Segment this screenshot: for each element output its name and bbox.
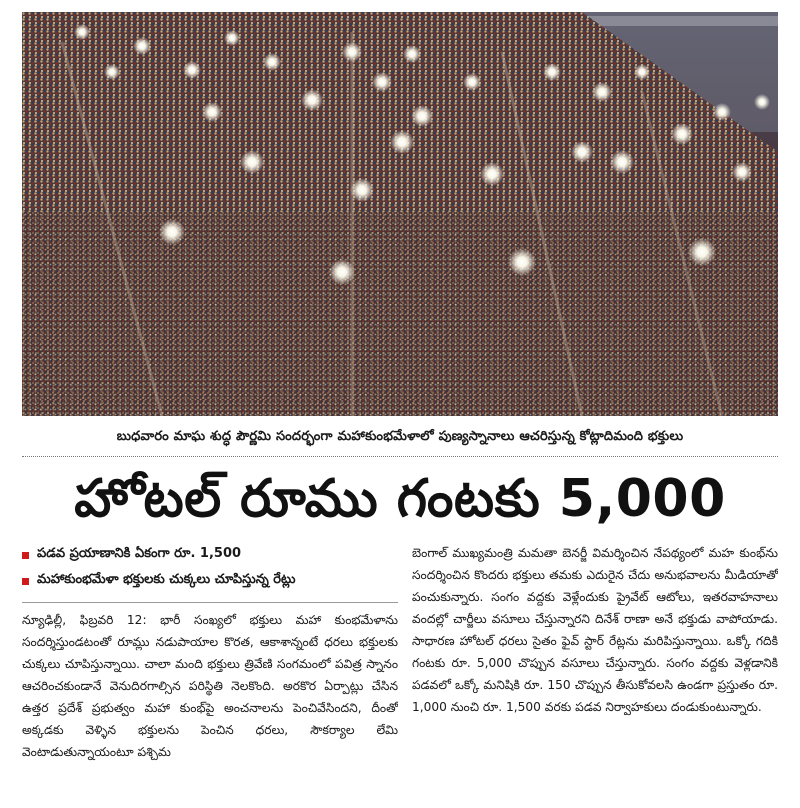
- bullet-text: పడవ ప్రయాణానికి ఏకంగా రూ. 1,500: [37, 546, 242, 561]
- divider: [22, 602, 398, 603]
- bullet-item: [22, 542, 398, 568]
- bullet-item: [22, 568, 398, 594]
- crowd-photo: [22, 12, 778, 416]
- crowd-photo-image: [22, 12, 778, 416]
- article-body-left: న్యూఢిల్లీ, ఫిబ్రవరి 12: భారీ సంఖ్యలో భక్తులు మహా కుంభమేళాను సందర్శిస్తుండటంతో రూమ్లు నడుపాయాల కొరత, ఆకాశాన్నంటే ధరలు భక్తులకు చుక్కలు చూపిస్తున్నాయి. చాలా మంది భక్తులు త్రివేణి సంగమంలో పవిత్ర స్నానం ఆచరించకుండానే వెనుదిరగాల్సిన పరిస్థితి నెలకొంది. అరకొర ఏర్పాట్లు చేసిన ఉత్తర ప్రదేశ్ ప్రభుత్వం మహా కుంభ్‌పై అంచనాలను పెంచివేసిందని, దీంతో అక్కడకు వెళ్ళిన భక్తులను పెంచిన ధరలు, సౌకర్యాల లేమి వెంటాడుతున్నాయంటూ పశ్చిమ: [22, 613, 398, 759]
- bullet-square-icon: [22, 552, 29, 559]
- bullet-text: మహాకుంభమేళా భక్తులకు చుక్కలు చూపిస్తున్న రేట్లు: [37, 572, 296, 587]
- article-body-right: బెంగాల్ ముఖ్యమంత్రి మమతా బెనర్జీ విమర్శించిన నేపథ్యంలో మహ కుంభ్‌ను సందర్శించిన కొందరు భక్తులు తమకు ఎదురైన చేదు అనుభవాలను మీడియాతో పంచుకున్నారు. సంగం వద్దకు వెళ్లేందుకు ప్రైవేట్ ఆటోలు, ఇతరవాహనాలు వందల్లో చార్జీలు వసూలు చేస్తున్నారని దినేశ్ రాణా అనే భక్తుడు వాపోయాడు. సాధారణ హోటల్ ధరలు సైతం ఫైవ్ స్టార్ రేట్లను మరిపిస్తున్నాయి. ఒక్కో గదికి గంటకు రూ. 5,000 చొప్పున వసూలు చేస్తున్నారు. సంగం వద్దకు వెళ్లడానికి పడవలో ఒక్కో మనిషికి రూ. 150 చొప్పున తీసుకోవలసి ఉండగా ప్రస్తుతం రూ. 1,000 నుంచి రూ. 1,500 వరకు పడవ నిర్వాహకులు దండుకుంటున్నారు.: [412, 546, 778, 714]
- article-column-left: [22, 542, 398, 804]
- article-column-right: [412, 542, 778, 804]
- photo-caption: బుధవారం మాఘ శుద్ధ పౌర్ణమి సందర్భంగా మహాకుంభమేళాలో పుణ్యస్నానాలు ఆచరిస్తున్న కోట్లాదిమంది భక్తులు: [22, 420, 778, 457]
- headline: హోటల్ రూము గంటకు 5,000: [74, 469, 726, 529]
- bullet-square-icon: [22, 578, 29, 585]
